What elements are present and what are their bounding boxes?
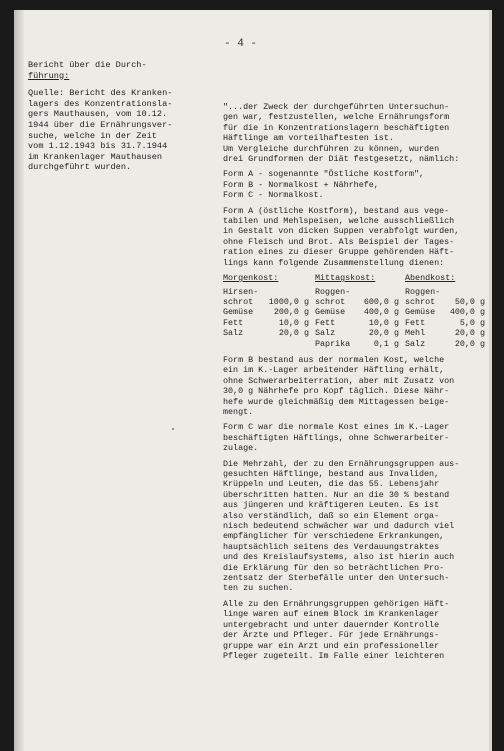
text-line: also verständlich, daß so ein Element orga-	[223, 510, 440, 521]
text-line: hefe wurde gleichmäßig dem Mittagessen beige-	[223, 396, 450, 407]
text-line: drei Grundformen der Diät festgesetzt, nämlich:	[223, 154, 460, 165]
majority-paragraph	[223, 459, 491, 594]
table-cell	[405, 318, 491, 328]
text-line: Form C war die normale Kost eines im K.-Lager	[223, 422, 450, 433]
main-text-column	[223, 102, 491, 666]
ingredient-amount: 20,0 g	[454, 328, 485, 339]
ingredient-amount: 20,0 g	[454, 338, 485, 349]
text-line: lings kann folgende Zusammenstellung dienen:	[223, 257, 445, 268]
ingredient-amount: 10,0 g	[278, 317, 309, 328]
ingredient-amount: 400,0 g	[363, 307, 399, 318]
source-line: vom 1.12.1943 bis 31.7.1944	[28, 141, 168, 152]
intro-paragraph	[223, 102, 491, 164]
table-row	[223, 328, 491, 338]
text-line: mengt.	[223, 406, 254, 417]
table-row	[223, 339, 491, 349]
ingredient-name: Roggen-	[405, 286, 441, 297]
ingredient-name: Fett	[405, 317, 426, 328]
text-line: empfänglicher für verschiedene Erkrankungen,	[223, 531, 445, 542]
ingredient-amount: 200,0 g	[273, 307, 309, 318]
ingredient-name: Salz	[315, 328, 336, 339]
page-binding-shadow	[14, 10, 24, 751]
table-cell	[405, 307, 491, 317]
table-cell	[405, 287, 491, 297]
text-line: in Gestalt von dicken Suppen verabfolgt wurden,	[223, 226, 460, 237]
text-line: Um Vergleiche durchführen zu können, wurden	[223, 143, 440, 154]
ingredient-amount: 20,0 g	[368, 328, 399, 339]
source-line: suche, welche in der Zeit	[28, 130, 157, 141]
table-cell	[405, 297, 491, 307]
table-cell	[315, 318, 405, 328]
ingredient-name: schrot	[223, 296, 254, 307]
source-line: 1944 über die Ernährungsver-	[28, 119, 173, 130]
text-line: Pfleger zugeteilt. Im Falle einer leichteren	[223, 650, 445, 661]
text-line: Form B - Normalkost + Nährhefe,	[223, 179, 379, 190]
ingredient-name: Fett	[315, 317, 336, 328]
text-line: ein im K.-Lager arbeitender Häftling erhält,	[223, 365, 445, 376]
table-header-noon: Mittagskost:	[315, 273, 376, 284]
ingredient-name: Gemüse	[405, 307, 436, 318]
text-line: ohne Schwerarbeiterration, aber mit Zusatz von	[223, 375, 455, 386]
diet-table	[223, 273, 491, 349]
text-line: ration eines zu dieser Gruppe gehörenden Häft-	[223, 247, 455, 258]
ingredient-name: Fett	[223, 317, 244, 328]
table-cell	[405, 339, 491, 349]
source-note	[28, 88, 208, 173]
ingredient-name: Gemüse	[223, 307, 254, 318]
table-cell	[223, 307, 315, 317]
text-line: Form B bestand aus der normalen Kost, welche	[223, 354, 445, 365]
ingredient-name: Paprika	[315, 338, 351, 349]
table-cell	[223, 328, 315, 338]
text-line: hauptsächlich seitens des Verdauungstraktes	[223, 541, 440, 552]
table-row	[223, 307, 491, 317]
table-header-evening: Abendkost:	[405, 273, 456, 284]
table-header-morning: Morgenkost:	[223, 273, 279, 284]
ingredient-name: Roggen-	[315, 286, 351, 297]
ingredient-name: Salz	[223, 328, 244, 339]
table-row	[223, 287, 491, 297]
source-line: im Krankenlager Mauthausen	[28, 151, 163, 162]
text-line: gen war, festzustellen, welche Ernährungsform	[223, 112, 450, 123]
text-line: ten zu suchen.	[223, 583, 294, 594]
ingredient-name: Mehl	[405, 328, 426, 339]
ingredient-amount: 20,0 g	[278, 328, 309, 339]
ingredient-name: Hirsen-	[223, 286, 259, 297]
section-title	[28, 60, 208, 81]
text-line: die Erklärung für den so beträchtlichen Pro-	[223, 562, 445, 573]
text-line: Krüppeln und Leuten, die das 55. Lebensjahr	[223, 479, 440, 490]
source-line: gers Mauthausen, vom 10.12.	[28, 109, 168, 120]
text-line: gesuchten Häftlinge, bestand aus Invaliden,	[223, 469, 440, 479]
text-line: Die Mehrzahl, der zu den Ernährungsgruppen aus-	[223, 458, 460, 469]
ingredient-name: Gemüse	[315, 307, 346, 318]
page-number: - 4 -	[224, 38, 258, 50]
document-page	[14, 10, 492, 751]
text-line: Form A (östliche Kostform), bestand aus vege-	[223, 205, 450, 216]
text-line: zentsatz der Sterbefälle unter den Untersuch-	[223, 573, 450, 584]
source-line: Quelle: Bericht des Kranken-	[28, 88, 173, 99]
forms-list	[223, 169, 491, 200]
ingredient-name: Salz	[405, 338, 426, 349]
ingredient-name: schrot	[315, 296, 346, 307]
ingredient-amount: 1000,0 g	[268, 296, 309, 307]
text-line: Form C - Normalkost.	[223, 190, 324, 201]
ink-speck	[172, 428, 174, 430]
section-title-line: Bericht über die Durch-	[28, 60, 147, 70]
text-line: ohne Fleisch und Brot. Als Beispiel der Tages-	[223, 236, 455, 247]
table-cell	[405, 328, 491, 338]
text-line: 30,0 g Nährhefe pro Kopf täglich. Diese Nähr-	[223, 386, 450, 397]
table-cell	[315, 297, 405, 307]
source-line: lagers des Konzentrationsla-	[28, 98, 173, 109]
text-line: für die in Konzentrationslagern beschäftigten	[223, 122, 450, 133]
table-cell	[315, 307, 405, 317]
text-line: tabilen und Mehlspeisen, welche ausschließlich	[223, 216, 455, 227]
table-cell	[223, 287, 315, 297]
table-cell	[223, 339, 315, 349]
ingredient-amount: 10,0 g	[368, 317, 399, 328]
table-cell	[223, 318, 315, 328]
text-line: aus jüngeren und kräftigeren Leuten. Es ist	[223, 500, 440, 511]
text-line: zulage.	[223, 443, 259, 454]
table-row	[223, 297, 491, 307]
text-line: Alle zu den Ernährungsgruppen gehörigen Häft-	[223, 598, 450, 609]
text-line: untergebracht und unter dauernder Kontrolle	[223, 619, 440, 630]
text-line: linge waren auf einem Block im Krankenlager	[223, 609, 440, 620]
ingredient-name: schrot	[405, 296, 436, 307]
text-line: beschäftigten Häftlings, ohne Schwerarbeiter-	[223, 432, 450, 443]
text-line: nisch bedeutend schwächer war und dadurch viel	[223, 521, 455, 532]
ingredient-amount	[485, 287, 491, 297]
table-cell	[315, 287, 405, 297]
table-cell	[223, 297, 315, 307]
all-paragraph	[223, 599, 491, 661]
text-line: Häftlinge am vorteilhaftesten ist.	[223, 133, 394, 144]
text-line: überschritten hatten. Nur an die 30 % bestand	[223, 489, 450, 500]
text-line: Form A - sogenannte "Östliche Kostform",	[223, 169, 425, 180]
left-margin-note	[28, 60, 208, 173]
form-a-paragraph	[223, 206, 491, 268]
ingredient-amount: 0,1 g	[373, 338, 399, 349]
text-line: gruppe war ein Arzt und ein professioneller	[223, 640, 440, 651]
ingredient-amount: 5,0 g	[459, 317, 485, 328]
text-line: der Ärzte und Pfleger. Für jede Ernährungs-	[223, 630, 440, 641]
text-line: und des Kreislaufsystems, also ist hierin auch	[223, 552, 455, 563]
source-line: durchgeführt wurden.	[28, 162, 132, 173]
ingredient-amount: 600,0 g	[363, 296, 399, 307]
form-c-paragraph	[223, 422, 491, 453]
form-b-paragraph	[223, 355, 491, 417]
table-row	[223, 318, 491, 328]
ingredient-amount: 50,0 g	[454, 296, 485, 307]
text-line: "...der Zweck der durchgeführten Untersuchun-	[223, 102, 450, 112]
ingredient-amount: 400,0 g	[449, 307, 485, 318]
table-cell	[315, 328, 405, 338]
table-cell	[315, 339, 405, 349]
section-title-line: führung:	[28, 70, 70, 81]
